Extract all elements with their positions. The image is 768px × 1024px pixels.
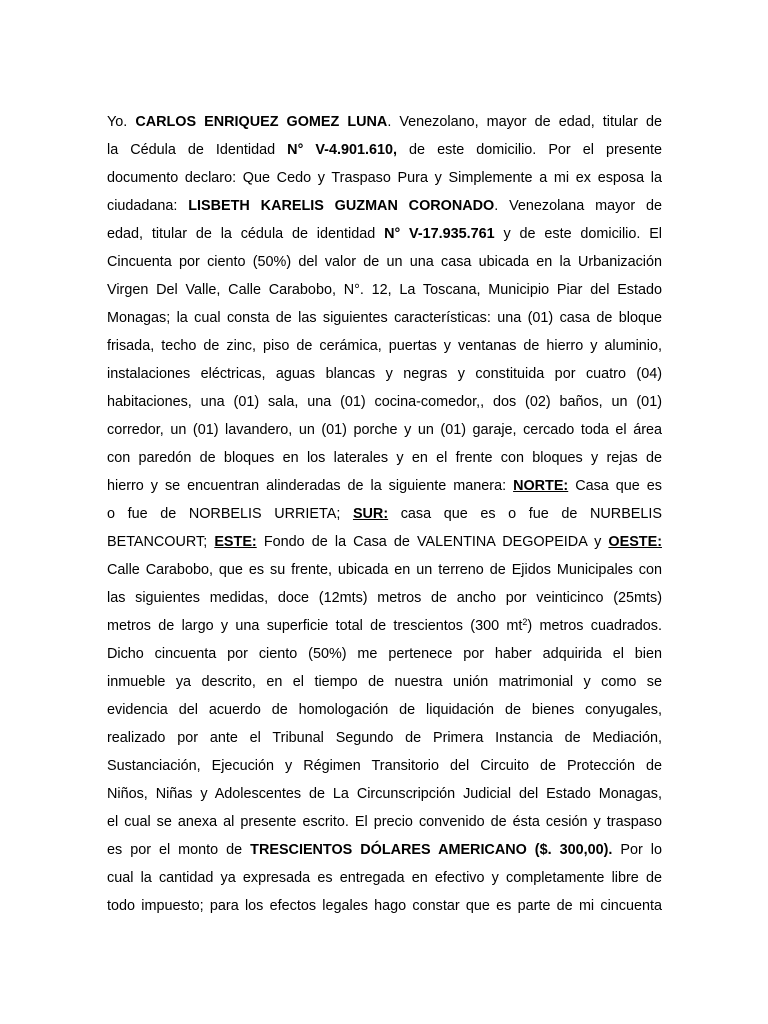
document-line	[107, 640, 662, 668]
document-line	[107, 584, 662, 612]
bold-text-segment: N° V-17.935.761	[384, 226, 495, 242]
document-line	[107, 500, 662, 528]
text-segment: Cincuenta por ciento (50%) del valor de un una casa ubicada en la Urbanización	[107, 254, 662, 270]
text-segment: Sustanciación, Ejecución y Régimen Transitorio del Circuito de Protección de	[107, 758, 662, 774]
document-line	[107, 444, 662, 472]
document-line	[107, 248, 662, 276]
text-segment: documento declaro: Que Cedo y Traspaso Pura y Simplemente a mi ex esposa la	[107, 170, 662, 186]
text-segment: y de este domicilio. El	[494, 226, 663, 242]
document-line	[107, 416, 662, 444]
text-segment: cual la cantidad ya expresada es entregada en efectivo y completamente libre de	[107, 870, 662, 886]
text-segment: . Venezolano, mayor de edad, titular de	[387, 114, 662, 130]
bold-text-segment: NORTE:	[513, 478, 569, 494]
text-segment: es por el monto de	[107, 842, 251, 858]
document-line	[107, 696, 662, 724]
document-line	[107, 780, 662, 808]
document-line	[107, 528, 662, 556]
document-line	[107, 612, 662, 640]
text-segment: con paredón de bloques en los laterales y en el frente con bloques y rejas de	[107, 450, 662, 466]
text-segment: habitaciones, una (01) sala, una (01) cocina-comedor,, dos (02) baños, un (01)	[107, 394, 662, 410]
document-line	[107, 864, 662, 892]
text-segment: realizado por ante el Tribunal Segundo de Primera Instancia de Mediación,	[107, 730, 662, 746]
text-segment: inmueble ya descrito, en el tiempo de nuestra unión matrimonial y como se	[107, 674, 662, 690]
text-segment: edad, titular de la cédula de identidad	[107, 226, 385, 242]
text-segment: frisada, techo de zinc, piso de cerámica, puertas y ventanas de hierro y aluminio,	[107, 338, 662, 354]
document-line	[107, 192, 662, 220]
document-line	[107, 808, 662, 836]
bold-text-segment: SUR:	[352, 506, 389, 522]
text-segment: de este domicilio. Por el presente	[396, 142, 662, 158]
document-line	[107, 332, 662, 360]
document-line	[107, 360, 662, 388]
document-line	[107, 388, 662, 416]
text-segment: ciudadana:	[107, 198, 189, 214]
text-segment: . Venezolana mayor de	[494, 198, 662, 214]
document-line	[107, 276, 662, 304]
text-segment: Virgen Del Valle, Calle Carabobo, N°. 12, La Toscana, Municipio Piar del Estado	[107, 282, 662, 298]
bold-text-segment: LISBETH KARELIS GUZMAN CORONADO	[188, 198, 495, 214]
document-line	[107, 136, 662, 164]
text-segment: ) metros cuadrados.	[527, 618, 662, 634]
document-line	[107, 892, 662, 920]
bold-text-segment: ESTE:	[214, 534, 257, 550]
document-line	[107, 724, 662, 752]
text-segment: Yo.	[107, 114, 136, 130]
text-segment: metros de largo y una superficie total de trescientos (300 mt	[107, 618, 523, 634]
text-segment: evidencia del acuerdo de homologación de liquidación de bienes conyugales,	[107, 702, 662, 718]
document-line	[107, 108, 662, 136]
bold-text-segment: CARLOS ENRIQUEZ GOMEZ LUNA	[135, 114, 388, 130]
document-body-text	[107, 108, 662, 920]
document-line	[107, 752, 662, 780]
text-segment: Dicho cincuenta por ciento (50%) me pertenece por haber adquirida el bien	[107, 646, 662, 662]
document-line	[107, 220, 662, 248]
text-segment: las siguientes medidas, doce (12mts) metros de ancho por veinticinco (25mts)	[107, 590, 662, 606]
text-segment: Por lo	[612, 842, 662, 858]
document-line	[107, 556, 662, 584]
text-segment: o fue de NORBELIS URRIETA;	[107, 506, 353, 522]
document-line	[107, 304, 662, 332]
document-line	[107, 668, 662, 696]
text-segment: el cual se anexa al presente escrito. El precio convenido de ésta cesión y traspaso	[107, 814, 662, 830]
document-line	[107, 836, 662, 864]
text-segment: Niños, Niñas y Adolescentes de La Circunscripción Judicial del Estado Monagas,	[107, 786, 662, 802]
text-segment: corredor, un (01) lavandero, un (01) porche y un (01) garaje, cercado toda el área	[107, 422, 662, 438]
document-line	[107, 472, 662, 500]
text-segment: Monagas; la cual consta de las siguientes características: una (01) casa de bloque	[107, 310, 662, 326]
text-segment: Calle Carabobo, que es su frente, ubicada en un terreno de Ejidos Municipales con	[107, 562, 662, 578]
bold-text-segment: N° V-4.901.610,	[287, 142, 397, 158]
text-segment: instalaciones eléctricas, aguas blancas y negras y constituida por cuatro (04)	[107, 366, 662, 382]
bold-text-segment: TRESCIENTOS DÓLARES AMERICANO ($. 300,00).	[250, 842, 613, 858]
text-segment: hierro y se encuentran alinderadas de la siguiente manera:	[107, 478, 514, 494]
text-segment: todo impuesto; para los efectos legales hago constar que es parte de mi cincuenta	[107, 898, 662, 914]
document-line	[107, 164, 662, 192]
superscript-text: 2	[522, 617, 528, 627]
text-segment: Casa que es	[568, 478, 662, 494]
text-segment: la Cédula de Identidad	[107, 142, 288, 158]
text-segment: BETANCOURT;	[107, 534, 215, 550]
text-segment: casa que es o fue de NURBELIS	[388, 506, 662, 522]
bold-text-segment: OESTE:	[608, 534, 662, 550]
text-segment: Fondo de la Casa de VALENTINA DEGOPEIDA y	[256, 534, 609, 550]
